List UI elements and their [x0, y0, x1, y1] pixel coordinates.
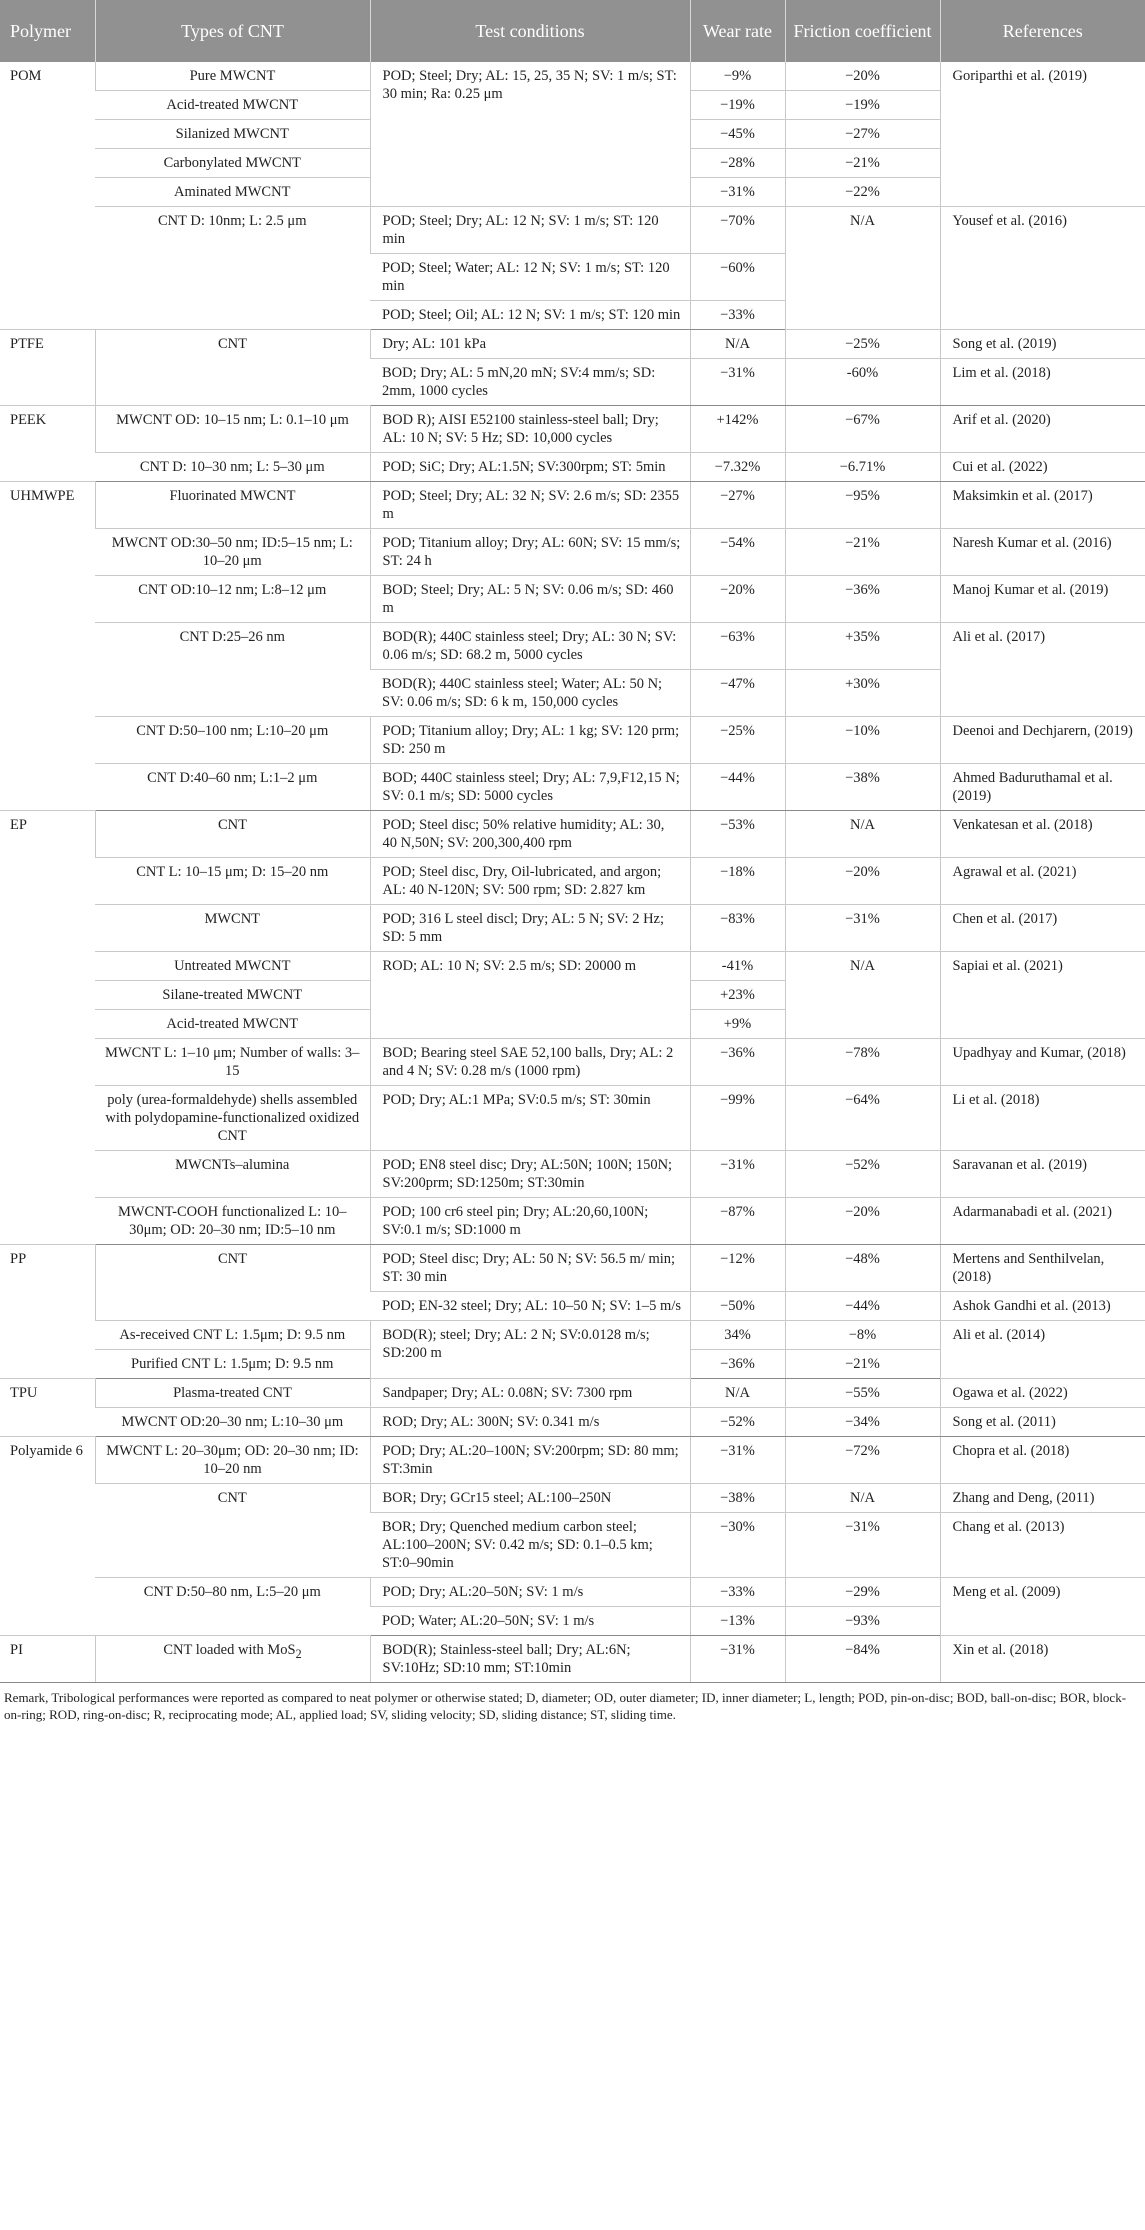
reference-cell: Arif et al. (2020) [940, 406, 1145, 453]
wear-rate-cell: −19% [690, 91, 785, 120]
friction-cell: −38% [785, 764, 940, 811]
wear-rate-cell: N/A [690, 1379, 785, 1408]
cnt-type-cell: MWCNT-COOH functionalized L: 10–30μm; OD: 20–30 nm; ID:5–10 nm [95, 1198, 370, 1245]
cnt-type-cell: CNT [95, 1484, 370, 1578]
cnt-type-cell: CNT D:50–100 nm; L:10–20 μm [95, 717, 370, 764]
wear-rate-cell: −20% [690, 576, 785, 623]
test-condition-cell: POD; Steel; Water; AL: 12 N; SV: 1 m/s; ST: 120 min [370, 254, 690, 301]
wear-rate-cell: −33% [690, 301, 785, 330]
wear-rate-cell: −9% [690, 62, 785, 91]
cnt-type-text: CNT loaded with MoS [163, 1642, 296, 1658]
cnt-type-cell: MWCNT OD:30–50 nm; ID:5–15 nm; L: 10–20 μm [95, 529, 370, 576]
test-condition-cell: BOR; Dry; Quenched medium carbon steel; AL:100–200N; SV: 0.42 m/s; SD: 0.1–0.5 km; ST:0–90min [370, 1513, 690, 1578]
wear-rate-cell: −52% [690, 1408, 785, 1437]
table-remark: Remark, Tribological performances were reported as compared to neat polymer or otherwise stated; D, diameter; OD, outer diameter; ID, inner diameter; L, length; POD, pin-on-disc; BOD, ball-on-disc; BOR, block-on-ring; ROD, ring-on-disc; R, reciprocating mode; AL, applied load; SV, sliding velocity; SD, sliding distance; ST, sliding time. [4, 1690, 1127, 1722]
wear-rate-cell: −31% [690, 359, 785, 406]
reference-cell: Manoj Kumar et al. (2019) [940, 576, 1145, 623]
cnt-type-cell: Pure MWCNT [95, 62, 370, 91]
friction-cell: −22% [785, 178, 940, 207]
wear-rate-cell: −45% [690, 120, 785, 149]
test-condition-cell: POD; 100 cr6 steel pin; Dry; AL:20,60,100N; SV:0.1 m/s; SD:1000 m [370, 1198, 690, 1245]
friction-cell: −36% [785, 576, 940, 623]
wear-rate-cell: −12% [690, 1245, 785, 1292]
test-condition-cell: POD; Dry; AL:1 MPa; SV:0.5 m/s; ST: 30min [370, 1086, 690, 1151]
table-row [0, 1484, 1145, 1513]
table-row [0, 1437, 1145, 1484]
header-test-conditions: Test conditions [370, 0, 690, 62]
polymer-cell: PI [0, 1636, 95, 1683]
friction-cell: −8% [785, 1321, 940, 1350]
wear-rate-cell: −7.32% [690, 453, 785, 482]
friction-cell: −21% [785, 529, 940, 576]
polymer-cell: POM [0, 62, 95, 330]
wear-rate-cell: −54% [690, 529, 785, 576]
reference-cell: Adarmanabadi et al. (2021) [940, 1198, 1145, 1245]
wear-rate-cell: -41% [690, 952, 785, 981]
test-condition-cell: POD; 316 L steel discl; Dry; AL: 5 N; SV: 2 Hz; SD: 5 mm [370, 905, 690, 952]
reference-cell: Goriparthi et al. (2019) [940, 62, 1145, 207]
friction-cell: −95% [785, 482, 940, 529]
table-row [0, 717, 1145, 764]
wear-rate-cell: −70% [690, 207, 785, 254]
header-polymer: Polymer [0, 0, 95, 62]
header-types: Types of CNT [95, 0, 370, 62]
cnt-type-cell [95, 1636, 370, 1683]
reference-cell: Meng et al. (2009) [940, 1578, 1145, 1636]
table-row [0, 207, 1145, 254]
reference-cell: Ahmed Baduruthamal et al. (2019) [940, 764, 1145, 811]
test-condition-cell: BOD(R); steel; Dry; AL: 2 N; SV:0.0128 m/s; SD:200 m [370, 1321, 690, 1379]
wear-rate-cell: +9% [690, 1010, 785, 1039]
reference-cell: Ashok Gandhi et al. (2013) [940, 1292, 1145, 1321]
cnt-type-cell: Purified CNT L: 1.5μm; D: 9.5 nm [95, 1350, 370, 1379]
friction-cell: −20% [785, 62, 940, 91]
friction-cell: −19% [785, 91, 940, 120]
friction-cell: +35% [785, 623, 940, 670]
wear-rate-cell: −50% [690, 1292, 785, 1321]
test-condition-cell: POD; EN-32 steel; Dry; AL: 10–50 N; SV: 1–5 m/s [370, 1292, 690, 1321]
reference-cell: Xin et al. (2018) [940, 1636, 1145, 1683]
cnt-type-cell: Silanized MWCNT [95, 120, 370, 149]
friction-cell: −29% [785, 1578, 940, 1607]
friction-cell: N/A [785, 811, 940, 858]
wear-rate-cell: −83% [690, 905, 785, 952]
test-condition-cell: POD; Water; AL:20–50N; SV: 1 m/s [370, 1607, 690, 1636]
friction-cell: −48% [785, 1245, 940, 1292]
wear-rate-cell: −31% [690, 1437, 785, 1484]
friction-cell: −64% [785, 1086, 940, 1151]
cnt-type-cell: CNT [95, 1245, 370, 1321]
test-condition-cell: POD; Dry; AL:20–50N; SV: 1 m/s [370, 1578, 690, 1607]
header-wear-rate: Wear rate [690, 0, 785, 62]
cnt-type-cell: Untreated MWCNT [95, 952, 370, 981]
friction-cell: −20% [785, 858, 940, 905]
friction-cell: −52% [785, 1151, 940, 1198]
cnt-type-cell: CNT [95, 811, 370, 858]
cnt-type-cell: MWCNT OD:20–30 nm; L:10–30 μm [95, 1408, 370, 1437]
reference-cell: Maksimkin et al. (2017) [940, 482, 1145, 529]
cnt-type-cell: MWCNT L: 20–30μm; OD: 20–30 nm; ID: 10–20 nm [95, 1437, 370, 1484]
test-condition-cell: BOD(R); Stainless-steel ball; Dry; AL:6N; SV:10Hz; SD:10 mm; ST:10min [370, 1636, 690, 1683]
table-row [0, 1151, 1145, 1198]
reference-cell: Upadhyay and Kumar, (2018) [940, 1039, 1145, 1086]
cnt-type-cell: MWCNTs–alumina [95, 1151, 370, 1198]
friction-cell: −72% [785, 1437, 940, 1484]
wear-rate-cell: +142% [690, 406, 785, 453]
friction-cell: −21% [785, 149, 940, 178]
wear-rate-cell: −28% [690, 149, 785, 178]
friction-cell: N/A [785, 952, 940, 1039]
friction-cell: -60% [785, 359, 940, 406]
test-condition-cell: BOD(R); 440C stainless steel; Water; AL: 50 N; SV: 0.06 m/s; SD: 6 k m, 150,000 cycles [370, 670, 690, 717]
wear-rate-cell: −38% [690, 1484, 785, 1513]
wear-rate-cell: −36% [690, 1350, 785, 1379]
reference-cell: Chen et al. (2017) [940, 905, 1145, 952]
cnt-type-cell: Carbonylated MWCNT [95, 149, 370, 178]
wear-rate-cell: −44% [690, 764, 785, 811]
test-condition-cell: POD; Steel; Dry; AL: 12 N; SV: 1 m/s; ST: 120 min [370, 207, 690, 254]
cnt-type-cell: CNT L: 10–15 μm; D: 15–20 nm [95, 858, 370, 905]
polymer-cell: EP [0, 811, 95, 1245]
wear-rate-cell: −53% [690, 811, 785, 858]
polymer-cell: Polyamide 6 [0, 1437, 95, 1636]
cnt-type-cell: MWCNT OD: 10–15 nm; L: 0.1–10 μm [95, 406, 370, 453]
reference-cell: Cui et al. (2022) [940, 453, 1145, 482]
cnt-type-cell: CNT D: 10nm; L: 2.5 μm [95, 207, 370, 330]
test-condition-cell: BOD R); AISI E52100 stainless-steel ball; Dry; AL: 10 N; SV: 5 Hz; SD: 10,000 cycles [370, 406, 690, 453]
cnt-type-cell: As-received CNT L: 1.5μm; D: 9.5 nm [95, 1321, 370, 1350]
polymer-cell: UHMWPE [0, 482, 95, 811]
test-condition-cell: BOD; Dry; AL: 5 mN,20 mN; SV:4 mm/s; SD: 2mm, 1000 cycles [370, 359, 690, 406]
test-condition-cell: ROD; Dry; AL: 300N; SV: 0.341 m/s [370, 1408, 690, 1437]
wear-rate-cell: 34% [690, 1321, 785, 1350]
wear-rate-cell: −99% [690, 1086, 785, 1151]
reference-cell: Lim et al. (2018) [940, 359, 1145, 406]
test-condition-cell: POD; EN8 steel disc; Dry; AL:50N; 100N; 150N; SV:200prm; SD:1250m; ST:30min [370, 1151, 690, 1198]
wear-rate-cell: −27% [690, 482, 785, 529]
reference-cell: Zhang and Deng, (2011) [940, 1484, 1145, 1513]
test-condition-cell: POD; Titanium alloy; Dry; AL: 60N; SV: 15 mm/s; ST: 24 h [370, 529, 690, 576]
polymer-cell: TPU [0, 1379, 95, 1437]
test-condition-cell: Sandpaper; Dry; AL: 0.08N; SV: 7300 rpm [370, 1379, 690, 1408]
wear-rate-cell: −31% [690, 1636, 785, 1683]
wear-rate-cell: N/A [690, 330, 785, 359]
cnt-type-cell: poly (urea-formaldehyde) shells assembled with polydopamine-functionalized oxidized CNT [95, 1086, 370, 1151]
reference-cell: Saravanan et al. (2019) [940, 1151, 1145, 1198]
table-row [0, 330, 1145, 359]
table-row [0, 1086, 1145, 1151]
friction-cell: −44% [785, 1292, 940, 1321]
reference-cell: Sapiai et al. (2021) [940, 952, 1145, 1039]
wear-rate-cell: −18% [690, 858, 785, 905]
cnt-type-cell: Aminated MWCNT [95, 178, 370, 207]
cnt-type-cell: Fluorinated MWCNT [95, 482, 370, 529]
reference-cell: Agrawal et al. (2021) [940, 858, 1145, 905]
cnt-type-cell: MWCNT [95, 905, 370, 952]
wear-rate-cell: −36% [690, 1039, 785, 1086]
table-row [0, 406, 1145, 453]
friction-cell: −84% [785, 1636, 940, 1683]
wear-rate-cell: −47% [690, 670, 785, 717]
friction-cell: −31% [785, 905, 940, 952]
table-row [0, 1578, 1145, 1607]
wear-rate-cell: +23% [690, 981, 785, 1010]
cnt-type-cell: CNT D:50–80 nm, L:5–20 μm [95, 1578, 370, 1636]
table-row [0, 1379, 1145, 1408]
test-condition-cell: POD; Steel; Oil; AL: 12 N; SV: 1 m/s; ST: 120 min [370, 301, 690, 330]
wear-rate-cell: −60% [690, 254, 785, 301]
reference-cell: Song et al. (2019) [940, 330, 1145, 359]
table-row [0, 1321, 1145, 1350]
reference-cell: Chang et al. (2013) [940, 1513, 1145, 1578]
header-friction: Friction coefficient [785, 0, 940, 62]
reference-cell: Ali et al. (2014) [940, 1321, 1145, 1379]
test-condition-cell: POD; Dry; AL:20–100N; SV:200rpm; SD: 80 mm; ST:3min [370, 1437, 690, 1484]
cnt-type-cell: Acid-treated MWCNT [95, 91, 370, 120]
reference-cell: Ogawa et al. (2022) [940, 1379, 1145, 1408]
friction-cell: N/A [785, 1484, 940, 1513]
cnt-type-cell: CNT [95, 330, 370, 406]
header-row [0, 0, 1145, 62]
friction-cell: −78% [785, 1039, 940, 1086]
test-condition-cell: POD; Steel; Dry; AL: 15, 25, 35 N; SV: 1 m/s; ST: 30 min; Ra: 0.25 μm [370, 62, 690, 207]
test-condition-cell: POD; Steel disc; Dry; AL: 50 N; SV: 56.5 m/ min; ST: 30 min [370, 1245, 690, 1292]
wear-rate-cell: −31% [690, 1151, 785, 1198]
cnt-type-cell: CNT D: 10–30 nm; L: 5–30 μm [95, 453, 370, 482]
table-row [0, 453, 1145, 482]
test-condition-cell: BOD; Steel; Dry; AL: 5 N; SV: 0.06 m/s; SD: 460 m [370, 576, 690, 623]
wear-rate-cell: −87% [690, 1198, 785, 1245]
table-row [0, 811, 1145, 858]
table-row [0, 1039, 1145, 1086]
cnt-type-cell: CNT OD:10–12 nm; L:8–12 μm [95, 576, 370, 623]
test-condition-cell: BOD(R); 440C stainless steel; Dry; AL: 30 N; SV: 0.06 m/s; SD: 68.2 m, 5000 cycles [370, 623, 690, 670]
table-row [0, 1408, 1145, 1437]
test-condition-cell: BOD; Bearing steel SAE 52,100 balls, Dry; AL: 2 and 4 N; SV: 0.28 m/s (1000 rpm) [370, 1039, 690, 1086]
friction-cell: −6.71% [785, 453, 940, 482]
test-condition-cell: POD; Steel disc; 50% relative humidity; AL: 30, 40 N,50N; SV: 200,300,400 rpm [370, 811, 690, 858]
polymer-cell: PTFE [0, 330, 95, 406]
friction-cell: −67% [785, 406, 940, 453]
friction-cell: −55% [785, 1379, 940, 1408]
friction-cell: N/A [785, 207, 940, 330]
friction-cell: +30% [785, 670, 940, 717]
reference-cell: Li et al. (2018) [940, 1086, 1145, 1151]
table-row [0, 1636, 1145, 1683]
cnt-type-cell: Acid-treated MWCNT [95, 1010, 370, 1039]
cnt-type-cell: Silane-treated MWCNT [95, 981, 370, 1010]
test-condition-cell: ROD; AL: 10 N; SV: 2.5 m/s; SD: 20000 m [370, 952, 690, 1039]
subscript: 2 [295, 1646, 302, 1661]
test-condition-cell: POD; Steel; Dry; AL: 32 N; SV: 2.6 m/s; SD: 2355 m [370, 482, 690, 529]
test-condition-cell: BOR; Dry; GCr15 steel; AL:100–250N [370, 1484, 690, 1513]
reference-cell: Venkatesan et al. (2018) [940, 811, 1145, 858]
table-row [0, 576, 1145, 623]
table-row [0, 905, 1145, 952]
polymer-cell: PEEK [0, 406, 95, 482]
table-row [0, 62, 1145, 91]
cnt-type-cell: CNT D:40–60 nm; L:1–2 μm [95, 764, 370, 811]
friction-cell: −27% [785, 120, 940, 149]
test-condition-cell: BOD; 440C stainless steel; Dry; AL: 7,9,F12,15 N; SV: 0.1 m/s; SD: 5000 cycles [370, 764, 690, 811]
wear-rate-cell: −33% [690, 1578, 785, 1607]
table-row [0, 482, 1145, 529]
table-row [0, 1198, 1145, 1245]
test-condition-cell: Dry; AL: 101 kPa [370, 330, 690, 359]
cnt-type-cell: Plasma-treated CNT [95, 1379, 370, 1408]
table-row [0, 1245, 1145, 1292]
table-row [0, 858, 1145, 905]
friction-cell: −21% [785, 1350, 940, 1379]
test-condition-cell: POD; Titanium alloy; Dry; AL: 1 kg; SV: 120 prm; SD: 250 m [370, 717, 690, 764]
cnt-type-cell: MWCNT L: 1–10 μm; Number of walls: 3–15 [95, 1039, 370, 1086]
polymer-cell: PP [0, 1245, 95, 1379]
table-row [0, 764, 1145, 811]
header-references: References [940, 0, 1145, 62]
table-row [0, 623, 1145, 670]
reference-cell: Ali et al. (2017) [940, 623, 1145, 717]
reference-cell: Naresh Kumar et al. (2016) [940, 529, 1145, 576]
friction-cell: −31% [785, 1513, 940, 1578]
cnt-type-cell: CNT D:25–26 nm [95, 623, 370, 717]
friction-cell: −20% [785, 1198, 940, 1245]
reference-cell: Yousef et al. (2016) [940, 207, 1145, 330]
test-condition-cell: POD; Steel disc, Dry, Oil-lubricated, and argon; AL: 40 N-120N; SV: 500 rpm; SD: 2.827 km [370, 858, 690, 905]
reference-cell: Mertens and Senthilvelan, (2018) [940, 1245, 1145, 1292]
wear-rate-cell: −31% [690, 178, 785, 207]
reference-cell: Chopra et al. (2018) [940, 1437, 1145, 1484]
friction-cell: −93% [785, 1607, 940, 1636]
wear-rate-cell: −30% [690, 1513, 785, 1578]
test-condition-cell: POD; SiC; Dry; AL:1.5N; SV:300rpm; ST: 5min [370, 453, 690, 482]
reference-cell: Deenoi and Dechjarern, (2019) [940, 717, 1145, 764]
wear-rate-cell: −25% [690, 717, 785, 764]
wear-rate-cell: −13% [690, 1607, 785, 1636]
friction-cell: −25% [785, 330, 940, 359]
friction-cell: −10% [785, 717, 940, 764]
reference-cell: Song et al. (2011) [940, 1408, 1145, 1437]
friction-cell: −34% [785, 1408, 940, 1437]
wear-rate-cell: −63% [690, 623, 785, 670]
table-row [0, 529, 1145, 576]
table-row [0, 952, 1145, 981]
